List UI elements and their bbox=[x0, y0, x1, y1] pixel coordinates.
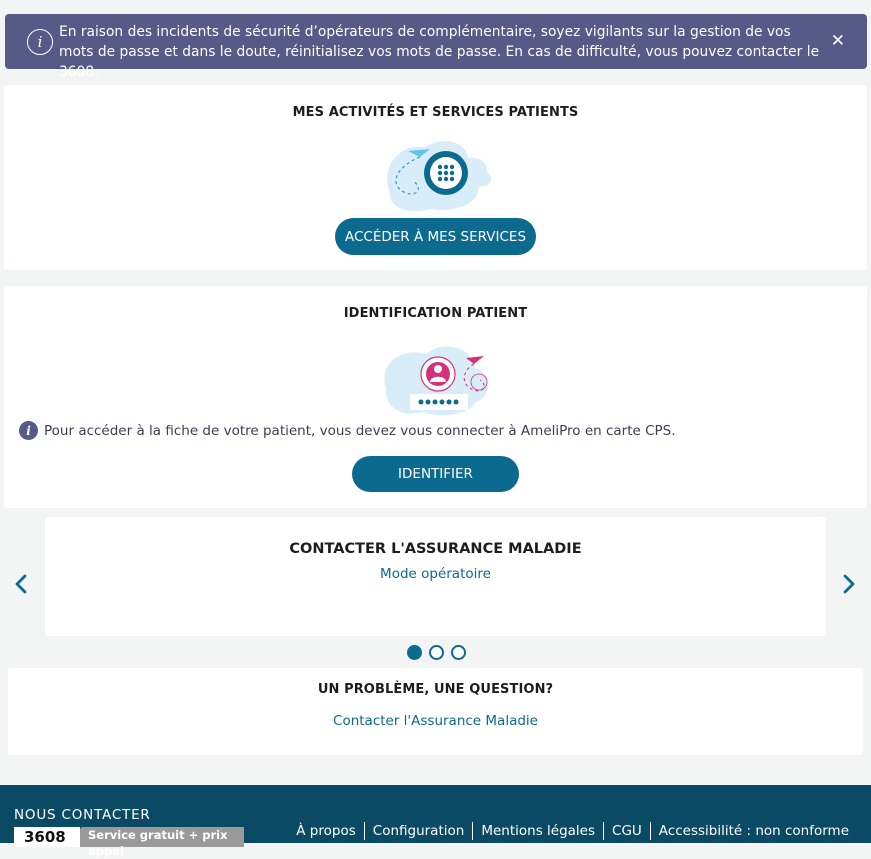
contact-carousel bbox=[0, 517, 871, 667]
services-illustration-icon bbox=[380, 133, 498, 213]
carousel-pagination bbox=[407, 645, 466, 660]
alert-message: En raison des incidents de sécurité d’opérateurs de complémentaire, soyez vigilants sur la gestion de vos mots de passe et dans le doute, réinitialisez vos mots de passe. En cas de difficulté, vous pouvez contacter le 3608. bbox=[59, 24, 820, 80]
help-title: UN PROBLÈME, UNE QUESTION? bbox=[317, 682, 554, 697]
identify-button[interactable]: IDENTIFIER bbox=[352, 456, 519, 492]
procedure-link[interactable]: Mode opératoire bbox=[380, 566, 491, 582]
carousel-dot-2[interactable] bbox=[429, 645, 444, 660]
carousel-slide-title: CONTACTER L'ASSURANCE MALADIE bbox=[289, 541, 582, 557]
activities-card bbox=[4, 85, 867, 270]
footer-links bbox=[288, 822, 856, 840]
close-icon[interactable]: ✕ bbox=[830, 31, 845, 51]
activities-title: MES ACTIVITÉS ET SERVICES PATIENTS bbox=[292, 105, 579, 120]
patient-identification-card bbox=[4, 286, 867, 508]
identification-title: IDENTIFICATION PATIENT bbox=[343, 306, 528, 321]
patient-illustration-icon bbox=[378, 338, 498, 418]
phone-number: 3608 bbox=[14, 827, 80, 847]
carousel-dot-3[interactable] bbox=[451, 645, 466, 660]
footer-link-about[interactable]: À propos bbox=[288, 822, 364, 840]
cps-login-note-text: Pour accéder à la fiche de votre patient, vous devez vous connecter à AmeliPro en carte CPS. bbox=[44, 422, 676, 439]
phone-description: Service gratuit + prix appel bbox=[80, 827, 244, 847]
help-card bbox=[8, 668, 863, 755]
security-alert-banner bbox=[5, 14, 867, 80]
contact-link[interactable]: Contacter l'Assurance Maladie bbox=[333, 713, 538, 729]
footer-link-legal[interactable]: Mentions légales bbox=[473, 822, 604, 840]
footer bbox=[0, 785, 871, 858]
phone-badge[interactable] bbox=[14, 827, 244, 858]
info-icon: i bbox=[27, 29, 53, 55]
footer-link-accessibility[interactable]: Accessibilité : non conforme bbox=[658, 823, 849, 839]
chevron-left-icon[interactable] bbox=[14, 574, 28, 594]
info-icon: i bbox=[19, 421, 38, 440]
footer-link-configuration[interactable]: Configuration bbox=[365, 822, 474, 840]
carousel-slide bbox=[45, 517, 826, 636]
footer-contact-title: NOUS CONTACTER bbox=[14, 807, 151, 823]
access-services-button[interactable]: ACCÉDER À MES SERVICES bbox=[335, 218, 536, 255]
footer-link-cgu[interactable]: CGU bbox=[604, 822, 651, 840]
chevron-right-icon[interactable] bbox=[842, 574, 856, 594]
cps-login-note bbox=[19, 421, 676, 440]
carousel-dot-1[interactable] bbox=[407, 645, 422, 660]
